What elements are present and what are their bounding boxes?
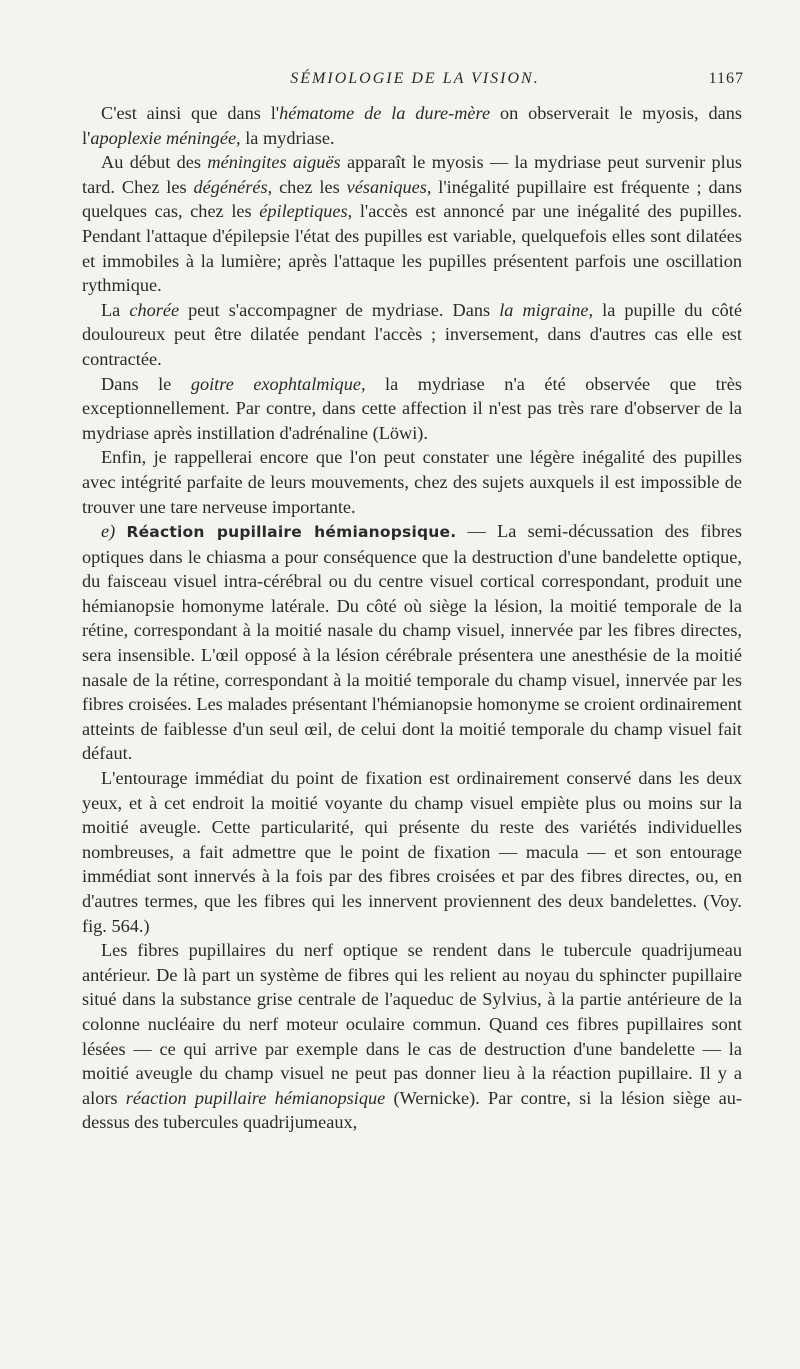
text-run: Les fibres pupillaires du nerf optique se rendent dans le tubercule quadrijumeau antérieur. De là part un système de fibres qui les relient au noyau du sphincter pupillaire situé dans la substance grise centrale de l'aqueduc de Sylvius, à la partie antérieure de la colonne nucléaire du nerf moteur oculaire commun. Quand ces fibres pupillaires sont lésées — ce qui arrive par exemple dans le cas de destruction d'une bandelette — la moitié aveugle du champ visuel ne peut pas donner lieu à la réaction pupillaire. Il y a alors [82, 940, 742, 1108]
text-run: — La semi-décussation des fibres optiques dans le chiasma a pour conséquence que la destruction d'une bandelette optique, du faisceau visuel intra-cérébral ou du centre visuel cortical correspondant, produit une hémianopsie homonyme latérale. Du côté où siège la lésion, la moitié temporale de la rétine, correspondant à la moitié nasale du champ visuel, innervée par les fibres directes, sera insensible. L'œil opposé à la lésion cérébrale présentera une anesthésie de la moitié nasale de la rétine, correspondant à la moitié temporale du champ visuel, innervée par les fibres croisées. Les malades présentant l'hémianopsie homonyme se croient ordinairement atteints de faiblesse d'un seul œil, de celui dont la moitié temporale du champ visuel fait défaut. [82, 521, 742, 764]
paragraph [82, 938, 742, 1135]
paragraph [82, 150, 742, 298]
text-run: la pupille du côté douloureux peut être dilatée pendant l'accès ; inversement, dans d'autres cas elle est contractée. [82, 299, 742, 369]
text-run: Dans le [101, 373, 191, 394]
italic-term: épileptiques, [259, 201, 353, 222]
italic-term: dégénérés, [193, 176, 273, 197]
text-run: l'accès est annoncé par une inégalité des pupilles. Pendant l'attaque d'épilepsie l'état des pupilles est variable, quelquefois elles sont dilatées et immobiles à la lumière; après l'attaque les pupilles présentent parfois une oscillation rythmique. [82, 201, 742, 296]
body-text [82, 101, 742, 1135]
text-run: peut s'accompagner de mydriase. Dans [179, 299, 500, 320]
paragraph [82, 372, 742, 446]
text-run: l'inégalité pupillaire est fréquente ; dans quelques cas, chez les [82, 176, 742, 222]
italic-term: apoplexie méningée, [90, 127, 241, 148]
page-number: 1167 [708, 70, 744, 87]
italic-term: vésaniques, [346, 176, 432, 197]
text-run: L'entourage immédiat du point de fixation est ordinairement conservé dans les deux yeux, et à cet endroit la moitié voyante du champ visuel empiète plus ou moins sur la moitié aveugle. Cette particularité, qui présente du reste des variétés individuelles nombreuses, a fait admettre que le point de fixation — macula — et son entourage immédiat sont innervés à la fois par des fibres croisées et par des fibres directes, ou, en d'autres termes, que les fibres qui les innervent proviennent des deux bandelettes. (Voy. fig. 564.) [82, 768, 742, 936]
text-run: Au début des [101, 152, 208, 173]
running-title: SÉMIOLOGIE DE LA VISION. [290, 70, 540, 87]
section-marker: e) [101, 521, 116, 542]
paragraph [82, 298, 742, 372]
section-heading: Réaction pupillaire hémianopsique. [126, 523, 457, 542]
text-run: apparaît le myosis — la mydriase peut survenir plus tard. Chez les [82, 152, 742, 197]
paragraph [82, 766, 742, 938]
text-run: La [101, 299, 130, 320]
italic-term: la migraine, [499, 299, 594, 320]
italic-term: goitre exophtalmique, [190, 373, 366, 394]
italic-term: méningites aiguës [207, 152, 341, 173]
paragraph [82, 101, 742, 150]
section-paragraph [82, 519, 742, 766]
text-run: Enfin, je rappellerai encore que l'on peut constater une légère inégalité des pupilles avec intégrité parfaite de leurs mouvements, chez des sujets auxquels il est impossible de trouver une tare nerveuse importante. [82, 447, 742, 517]
text-run: on observerait le myosis, dans l' [82, 103, 742, 148]
text-run: la mydriase. [240, 127, 335, 148]
italic-term: chorée [129, 299, 180, 320]
text-run: la mydriase n'a été observée que très exceptionnellement. Par contre, dans cette affection il n'est pas très rare d'observer de la mydriase après instillation d'adrénaline (Löwi). [82, 373, 743, 443]
paragraph [82, 445, 742, 519]
running-header [0, 70, 800, 92]
italic-term: hématome de la dure-mère [279, 103, 491, 123]
italic-term: réaction pupillaire hémianopsique [125, 1087, 386, 1108]
text-run: C'est ainsi que dans l' [101, 103, 280, 123]
text-run: (Wernicke). Par contre, si la lésion siège au-dessus des tubercules quadrijumeaux, [82, 1087, 742, 1133]
text-run: chez les [272, 176, 347, 197]
